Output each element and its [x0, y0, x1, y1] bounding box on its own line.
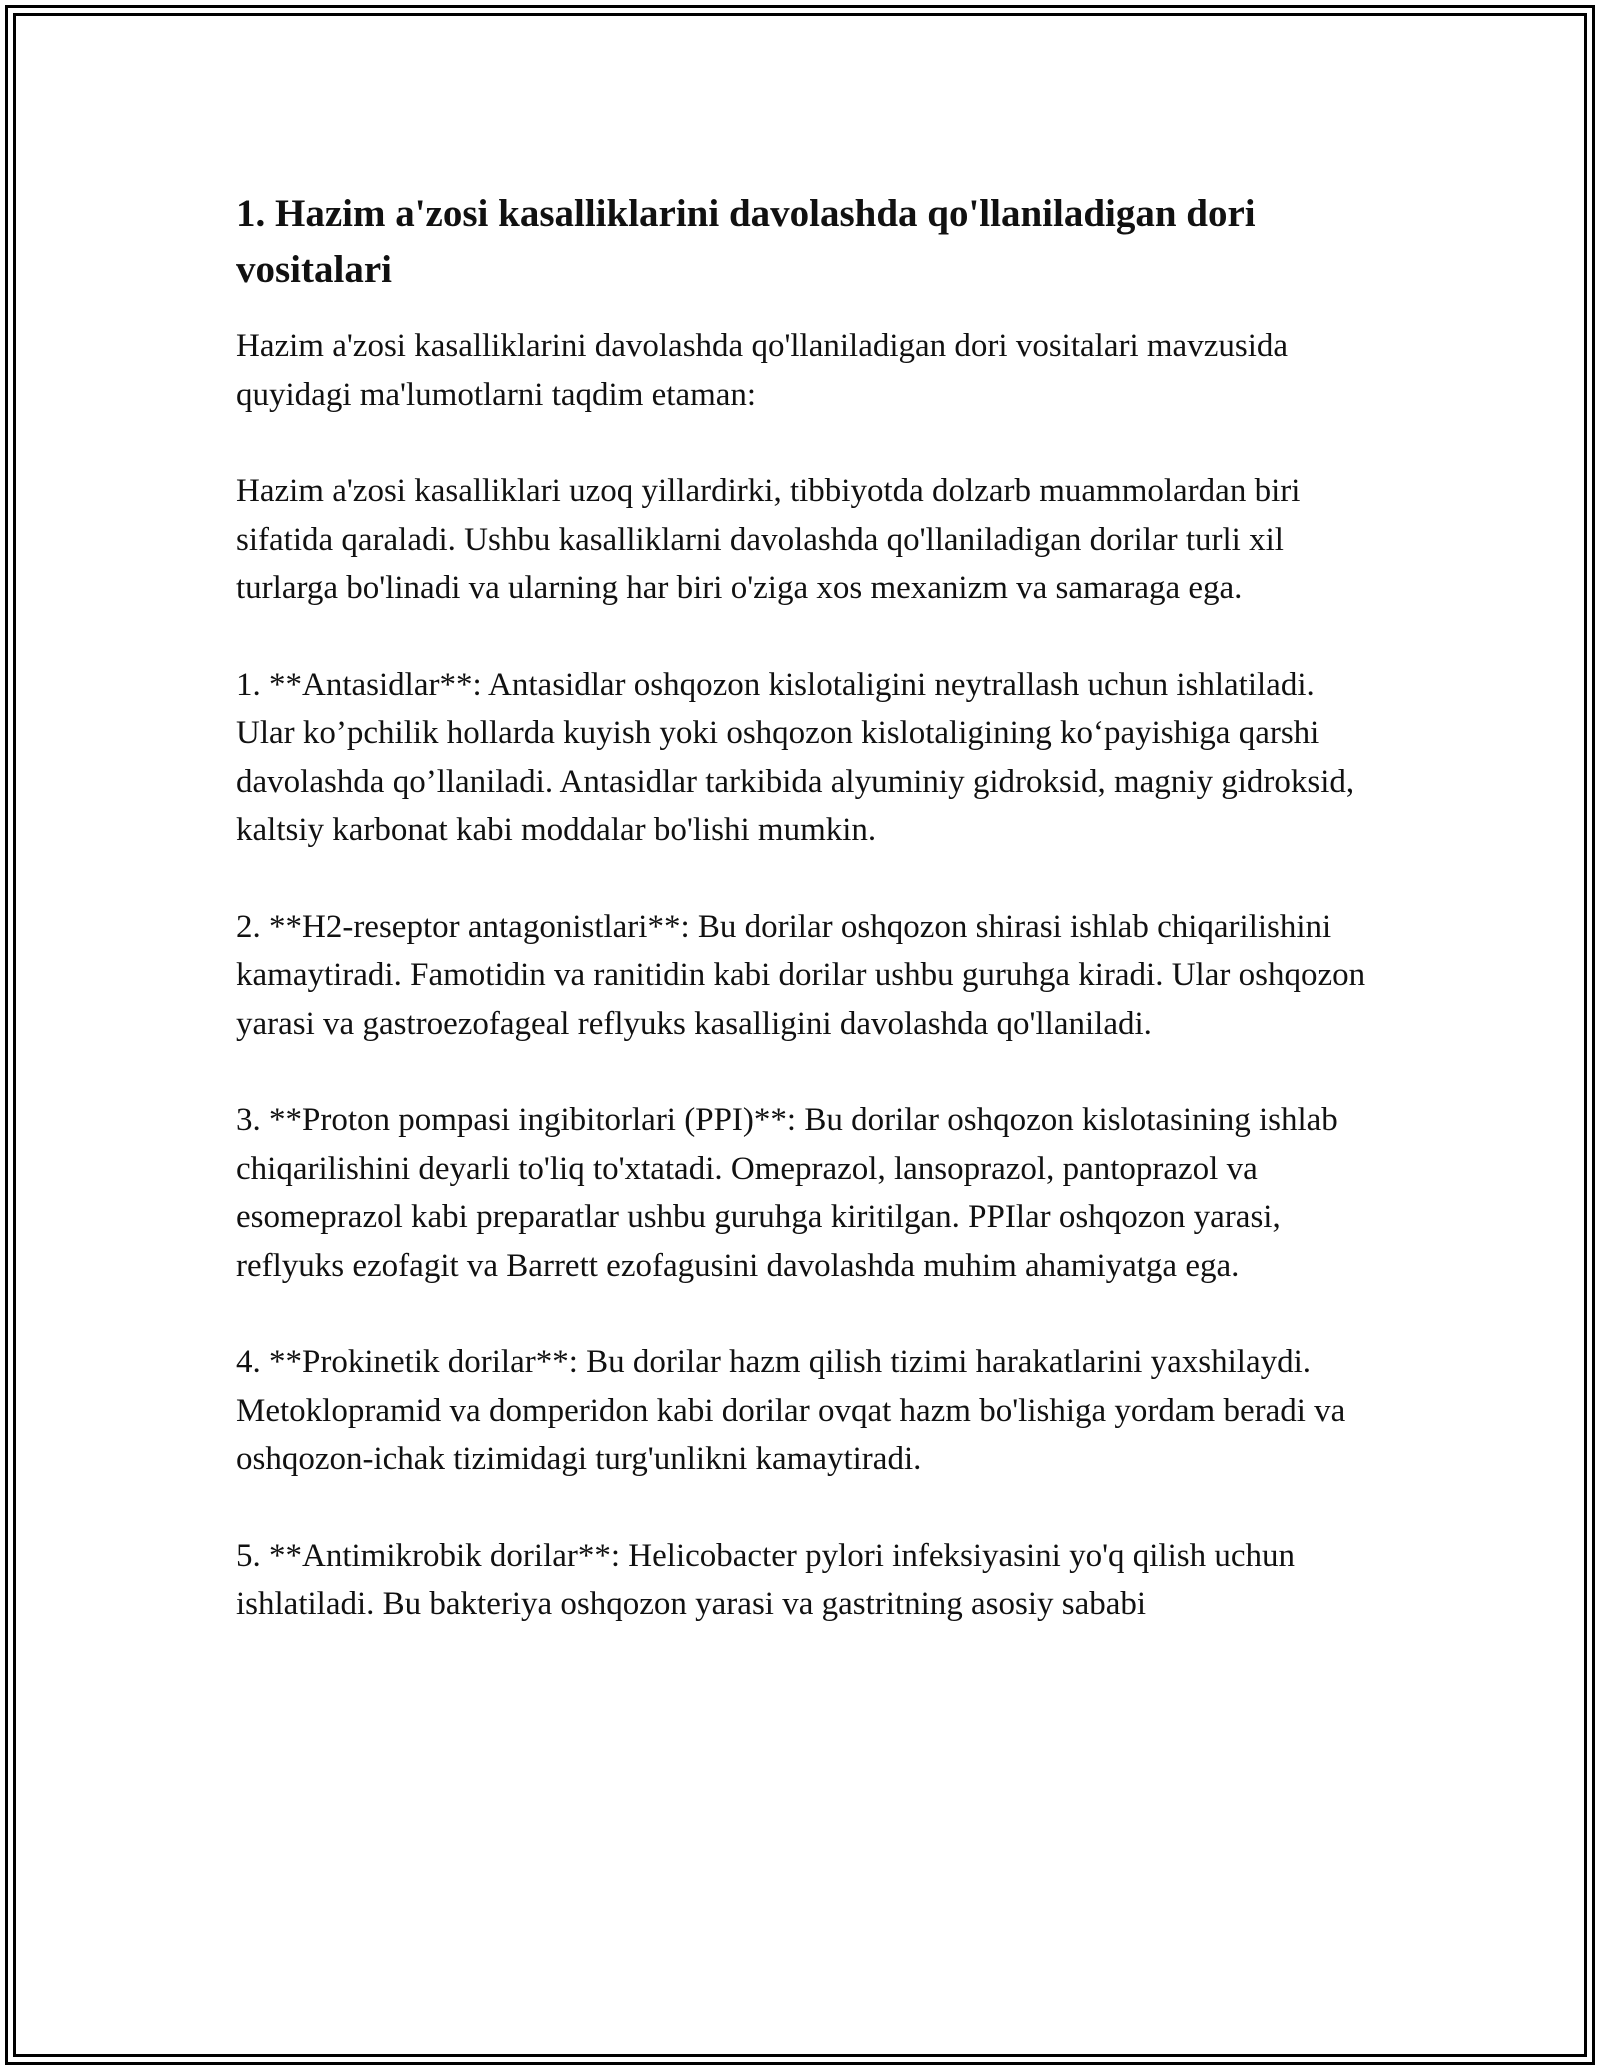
list-item-ppi: 3. **Proton pompasi ingibitorlari (PPI)**: Bu dorilar oshqozon kislotasining ishlab chiqarilishini deyarli to'liq to'xtatadi. Omeprazol, lansoprazol, pantoprazol va esomeprazol kabi preparatlar ushbu guruhga kiritilgan. PPIlar oshqozon yarasi, reflyuks ezofagit va Barrett ezofagusini davolashda muhim ahamiyatga ega. [236, 1102, 1338, 1284]
document-body [236, 186, 1376, 1677]
list-item-antasidlar: 1. **Antasidlar**: Antasidlar oshqozon kislotaligini neytrallash uchun ishlatiladi. Ular ko’pchilik hollarda kuyish yoki oshqozon kislotaligining ko‘payishiga qarshi davolashda qo’llaniladi. Antasidlar tarkibida alyuminiy gidroksid, magniy gidroksid, kaltsiy karbonat kabi moddalar bo'lishi mumkin. [236, 666, 1355, 848]
list-item-antimikrobik: 5. **Antimikrobik dorilar**: Helicobacter pylori infeksiyasini yo'q qilish uchun ishlatiladi. Bu bakteriya oshqozon yarasi va gastritning asosiy sababi [236, 1537, 1296, 1622]
list-item-h2-reseptor: 2. **H2-reseptor antagonistlari**: Bu dorilar oshqozon shirasi ishlab chiqarilishini kamaytiradi. Famotidin va ranitidin kabi dorilar ushbu guruhga kiradi. Ular oshqozon yarasi va gastroezofageal reflyuks kasalligini davolashda qo'llaniladi. [236, 908, 1366, 1042]
list-item-prokinetik: 4. **Prokinetik dorilar**: Bu dorilar hazm qilish tizimi harakatlarini yaxshilaydi. Metoklopramid va domperidon kabi dorilar ovqat hazm bo'lishiga yordam beradi va oshqozon-ichak tizimidagi turg'unlikni kamaytiradi. [236, 1344, 1346, 1477]
document-title: 1. Hazim a'zosi kasalliklarini davolashda qo'llaniladigan dori vositalari [236, 192, 1256, 291]
overview-paragraph: Hazim a'zosi kasalliklari uzoq yillardirki, tibbiyotda dolzarb muammolardan biri sifatida qaraladi. Ushbu kasalliklarni davolashda qo'llaniladigan dorilar turli xil turlarga bo'linadi va ularning har biri o'ziga xos mexanizm va samaraga ega. [236, 473, 1301, 606]
intro-paragraph: Hazim a'zosi kasalliklarini davolashda qo'llaniladigan dori vositalari mavzusida quyidagi ma'lumotlarni taqdim etaman: [236, 328, 1289, 413]
